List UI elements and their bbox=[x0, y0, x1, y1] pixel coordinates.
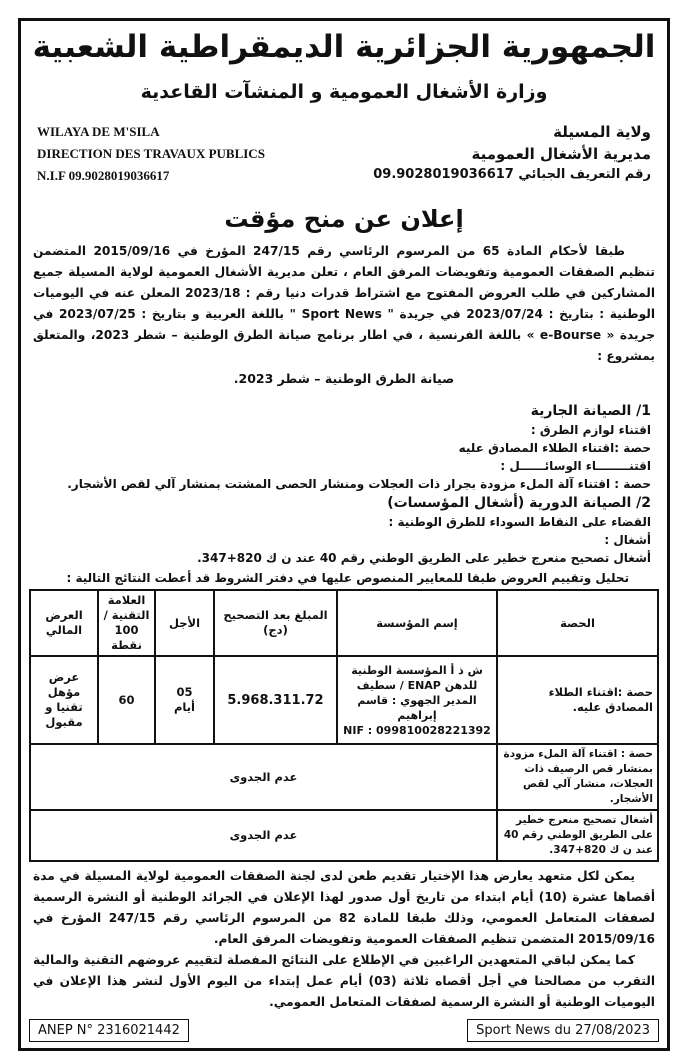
header-company: إسم المؤسسة bbox=[337, 590, 497, 656]
ministry-heading: وزارة الأشغال العمومية و المنشآت القاعدية bbox=[140, 81, 548, 103]
consultation-paragraph: كما يمكن لباقي المتعهدين الراغبين في الإطلاع على النتائج المفصلة لتقييم عروضهم التقنية والمالية التقرب من مصالحنا في أجل أقصاه ثلاثة (03) أيام عمل إبتداء من اليوم الأول لنشر هذا الإعلان في اليوميات الوطنية أو النشرة الرسمية لصفقات المتعامل العمومي. bbox=[33, 953, 655, 1009]
delay-value: 05 bbox=[176, 685, 193, 699]
cell-lot: حصة :اقتناء الطلاء المصادق عليه. bbox=[497, 656, 658, 744]
cell-company bbox=[337, 656, 497, 744]
french-header bbox=[29, 121, 265, 187]
cell-lot: حصة : اقتناء آلة الملء مزودة بمنشار قص الرصيف ذات العجلات، منشار آلي لقص الأشجار. bbox=[497, 744, 658, 810]
header-row bbox=[29, 121, 659, 187]
nif-ar: رقم التعريف الجبائي 09.9028019036617 bbox=[373, 167, 651, 182]
cell-score: 60 bbox=[98, 656, 155, 744]
appeal-paragraph: يمكن لكل متعهد يعارض هذا الإختيار تقديم طعن لدى لجنة الصفقات العمومية لولاية المسيلة في مدة أقصاها عشرة (10) أيام ابتداء من تاريخ أول صدور لهذا الإعلان في الجرائد الوطنية أو النشرة الرسمية لصفقات المتعامل العمومي، وذلك طبقا للمادة 82 من المرسوم الرئاسي رقم 247/15 المؤرخ في 2015/09/16 المتضمن تنظيم الصفقات العمومية وتفويضات المرفق العام. bbox=[33, 869, 655, 946]
header-lot: الحصة bbox=[497, 590, 658, 656]
table-intro: تحليل وتقييم العروض طبقا للمعايير المنصوص عليها في دفتر الشروط قد أعطت النتائج التالية : bbox=[66, 571, 629, 585]
cell-amount: 5.968.311.72 bbox=[214, 656, 337, 744]
company-nif: NIF : 099810028221392 bbox=[343, 723, 491, 737]
section-heading: 2/ الصيانة الدورية (أشغال المؤسسات) bbox=[387, 495, 651, 511]
table-row bbox=[30, 656, 658, 744]
direction-ar: مديرية الأشغال العمومية bbox=[471, 145, 651, 163]
cell-result: عدم الجدوى bbox=[30, 810, 497, 861]
section-line: حصة :اقتناء الطلاء المصادق عليه bbox=[458, 441, 651, 455]
intro-paragraph: طبقا لأحكام المادة 65 من المرسوم الرئاسي رقم 247/15 المؤرخ في 2015/09/16 المتضمن تنظيم الصفقات العمومية وتفويضات المرفق العام ، تعلن مديرية الأشغال العمومية لولاية المسيلة جميع المشاركين في طلب العروض المفتوح مع اشتراط قدرات دنيا رقم : 2023/18 المعلن عنه في اليوميات الوطنية : بتاريخ : 2023/07/24 في جريدة " Sport News " باللغة العربية و بتاريخ : 2023/07/25 في جريدة « e-Bourse » باللغة الفرنسية ، في اطار برنامج صيانة الطرق الوطنية – شطر 2023، والمتعلق بمشروع : bbox=[33, 244, 656, 363]
table-row bbox=[30, 810, 658, 861]
section-line: أشغال تصحيح منعرج خطير على الطريق الوطني رقم 40 عند ن ك 820+347. bbox=[197, 551, 651, 565]
document-border bbox=[18, 18, 670, 1051]
nif-fr: N.I.F 09.9028019036617 bbox=[37, 168, 170, 183]
cell-lot: أشغال تصحيح منعرج خطير على الطريق الوطني رقم 40 عند ن ك 820+347. bbox=[497, 810, 658, 861]
header-offer: العرض المالي bbox=[30, 590, 98, 656]
anep-number: ANEP N° 2316021442 bbox=[29, 1019, 189, 1042]
table-row bbox=[30, 744, 658, 810]
delay-unit: أيام bbox=[173, 700, 195, 714]
table-header-row bbox=[30, 590, 658, 656]
lots-section bbox=[29, 401, 659, 567]
header-amount: المبلغ بعد التصحيح (دج) bbox=[214, 590, 337, 656]
direction-fr: DIRECTION DES TRAVAUX PUBLICS bbox=[37, 146, 265, 161]
section-line: اقتناء لوازم الطرق : bbox=[530, 423, 651, 437]
republic-heading: الجمهورية الجزائرية الديمقراطية الشعبية bbox=[32, 29, 656, 65]
company-director: المدير الجهوي : قاسم إبراهيم bbox=[357, 693, 477, 722]
company-name: ش ذ أ المؤسسة الوطنية للدهن ENAP / سطيف bbox=[351, 663, 483, 692]
wilaya-fr: WILAYA DE M'SILA bbox=[37, 124, 160, 139]
results-table bbox=[29, 589, 659, 862]
section-line: اقتنــــــــاء الوسائــــــل : bbox=[500, 459, 651, 473]
section-heading: 1/ الصيانة الجارية bbox=[530, 403, 651, 419]
publication-source: Sport News du 27/08/2023 bbox=[467, 1019, 659, 1042]
project-name: صيانة الطرق الوطنية – شطر 2023. bbox=[233, 371, 455, 386]
cell-result: عدم الجدوى bbox=[30, 744, 497, 810]
section-line: القضاء على النقاط السوداء للطرق الوطنية : bbox=[388, 515, 651, 529]
cell-offer: عرض مؤهل تقنيا و مقبول bbox=[30, 656, 98, 744]
footer-row bbox=[29, 1013, 659, 1042]
section-line: حصة : اقتناء آلة الملء مزودة بجرار ذات العجلات ومنشار الحصى المشتت بمنشار آلي لقص الأشجار. bbox=[67, 477, 651, 491]
arabic-header bbox=[373, 121, 659, 185]
cell-delay bbox=[155, 656, 214, 744]
announcement-title: إعلان عن منح مؤقت bbox=[224, 205, 464, 233]
header-score: العلامة التقنية / 100 نقطة bbox=[98, 590, 155, 656]
wilaya-ar: ولاية المسيلة bbox=[553, 123, 651, 141]
section-line: أشغال : bbox=[604, 533, 651, 547]
header-delay: الأجل bbox=[155, 590, 214, 656]
